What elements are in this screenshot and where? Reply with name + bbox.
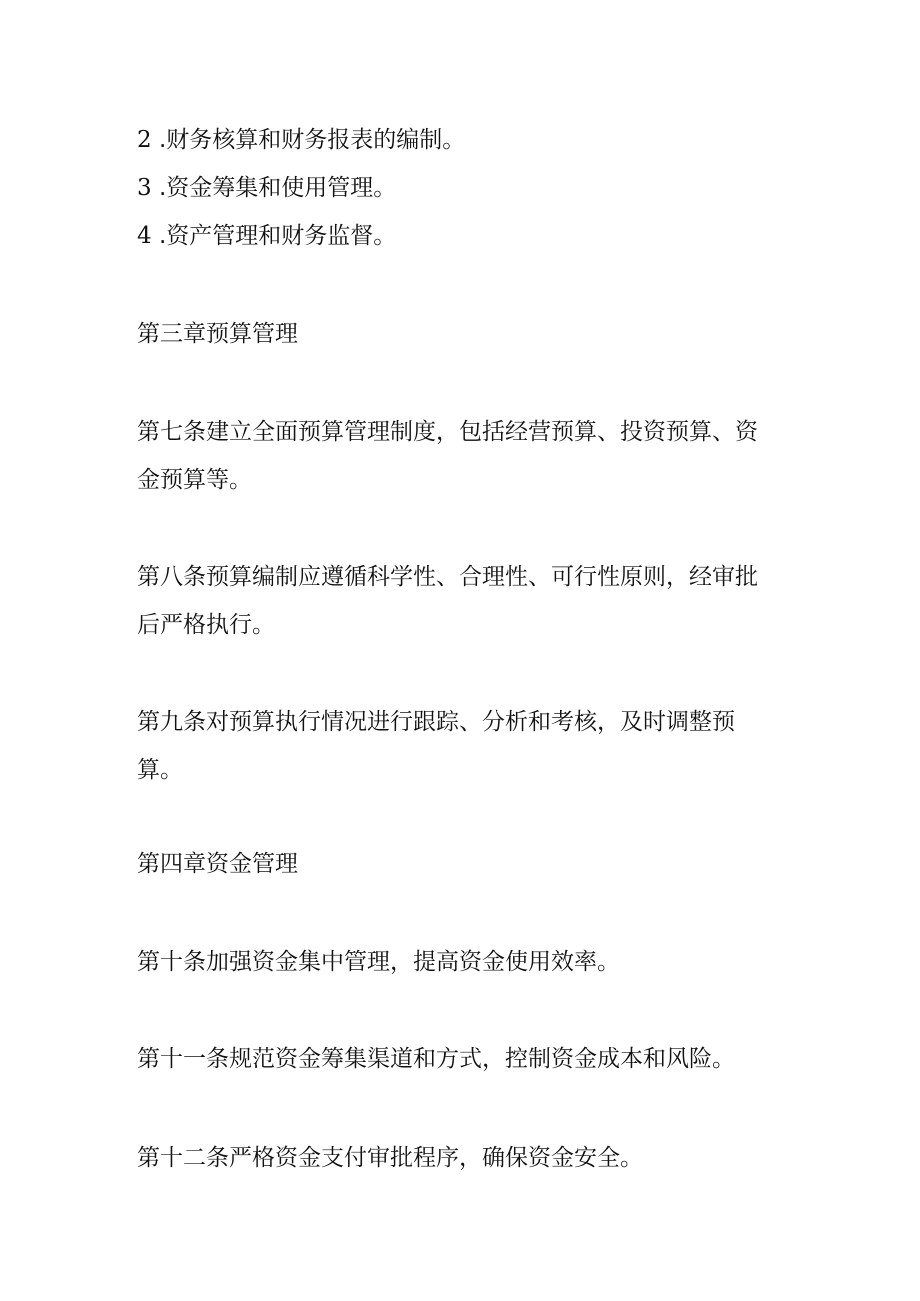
list-item	[137, 164, 777, 212]
article-paragraph: 第十一条规范资金筹集渠道和方式，控制资金成本和风险。	[137, 1046, 735, 1072]
article-paragraph: 第十二条严格资金支付审批程序，确保资金安全。	[137, 1145, 643, 1171]
article-paragraph: 第九条对预算执行情况进行跟踪、分析和考核，及时调整预算。	[137, 709, 735, 783]
list-number: 3	[137, 175, 152, 201]
chapter-heading: 第三章预算管理	[137, 321, 298, 347]
article-paragraph: 第七条建立全面预算管理制度，包括经营预算、投资预算、资金预算等。	[137, 419, 758, 493]
list-number: 2	[137, 127, 152, 153]
list-number: 4	[137, 223, 152, 249]
list-text: .财务核算和财务报表的编制。	[159, 127, 466, 153]
article-paragraph: 第十条加强资金集中管理，提高资金使用效率。	[137, 949, 620, 975]
article-paragraph: 第八条预算编制应遵循科学性、合理性、可行性原则，经审批后严格执行。	[137, 564, 758, 638]
chapter-heading: 第四章资金管理	[137, 851, 298, 877]
list-text: .资产管理和财务监督。	[159, 223, 397, 249]
list-item	[137, 116, 777, 164]
list-text: .资金筹集和使用管理。	[159, 175, 397, 201]
list-item	[137, 212, 777, 260]
